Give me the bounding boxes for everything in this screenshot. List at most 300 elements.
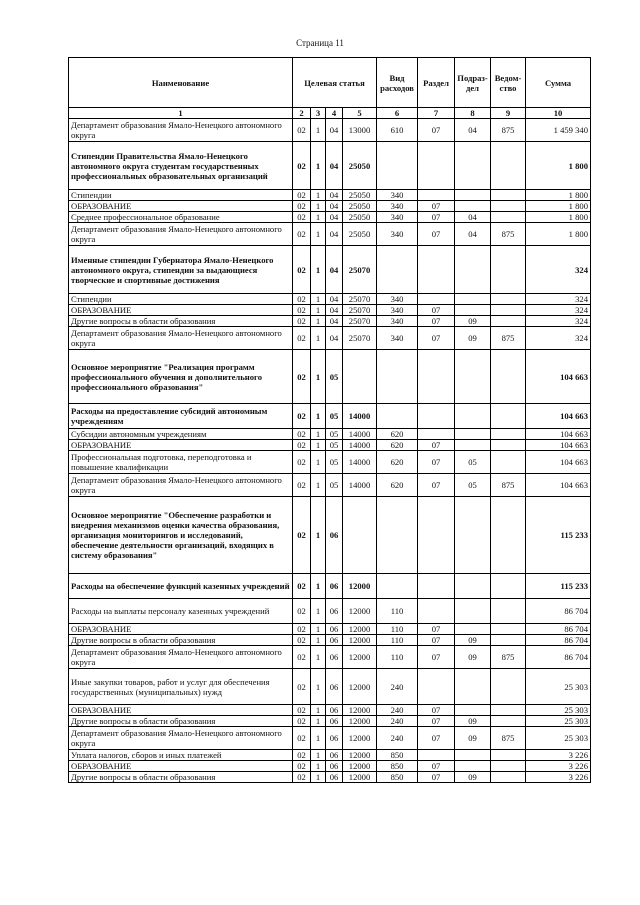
header-target: Целевая статья <box>293 58 377 108</box>
expense-type: 240 <box>377 716 418 727</box>
column-number: 2 <box>293 108 311 119</box>
table-row <box>69 646 591 669</box>
target-code-direction: 12000 <box>343 599 377 624</box>
section <box>418 599 455 624</box>
row-name: Среднее профессиональное образование <box>69 212 293 223</box>
subsection <box>455 761 491 772</box>
column-number: 4 <box>326 108 343 119</box>
section: 07 <box>418 316 455 327</box>
department-code <box>491 246 526 294</box>
target-code-activity: 06 <box>326 599 343 624</box>
amount: 104 663 <box>526 440 591 451</box>
target-code-program: 02 <box>293 350 311 404</box>
target-code-subprogram: 1 <box>311 404 326 429</box>
target-code-direction: 25070 <box>343 327 377 350</box>
row-name: Именные стипендии Губернатора Ямало-Ненецкого автономного округа, стипендии за выдающиеся творческие и спортивные достижения <box>69 246 293 294</box>
target-code-program: 02 <box>293 669 311 705</box>
department-code <box>491 635 526 646</box>
subsection <box>455 190 491 201</box>
row-name: Стипендии <box>69 190 293 201</box>
target-code-direction: 14000 <box>343 474 377 497</box>
target-code-subprogram: 1 <box>311 624 326 635</box>
target-code-direction: 25070 <box>343 305 377 316</box>
department-code: 875 <box>491 646 526 669</box>
target-code-program: 02 <box>293 404 311 429</box>
section <box>418 294 455 305</box>
subsection <box>455 624 491 635</box>
expense-type: 340 <box>377 294 418 305</box>
row-name: Стипендии <box>69 294 293 305</box>
table-row <box>69 142 591 190</box>
department-code: 875 <box>491 474 526 497</box>
expense-type: 340 <box>377 223 418 246</box>
subsection: 05 <box>455 474 491 497</box>
expense-type: 340 <box>377 212 418 223</box>
table-row <box>69 305 591 316</box>
subsection: 09 <box>455 727 491 750</box>
target-code-subprogram: 1 <box>311 190 326 201</box>
table-row <box>69 635 591 646</box>
department-code <box>491 190 526 201</box>
target-code-activity: 06 <box>326 705 343 716</box>
target-code-program: 02 <box>293 646 311 669</box>
target-code-activity: 04 <box>326 212 343 223</box>
target-code-activity: 04 <box>326 201 343 212</box>
target-code-activity: 05 <box>326 440 343 451</box>
section <box>418 404 455 429</box>
table-row <box>69 190 591 201</box>
row-name: Стипендии Правительства Ямало-Ненецкого автономного округа студентам государственных профессиональных образовательных организаций <box>69 142 293 190</box>
section <box>418 190 455 201</box>
table-row <box>69 327 591 350</box>
row-name: Другие вопросы в области образования <box>69 316 293 327</box>
department-code <box>491 294 526 305</box>
table-row <box>69 669 591 705</box>
subsection: 09 <box>455 316 491 327</box>
amount: 25 303 <box>526 716 591 727</box>
expense-type: 620 <box>377 429 418 440</box>
department-code <box>491 772 526 783</box>
amount: 1 800 <box>526 201 591 212</box>
section: 07 <box>418 772 455 783</box>
subsection <box>455 574 491 599</box>
target-code-program: 02 <box>293 497 311 574</box>
row-name: Основное мероприятие "Реализация программ профессионального обучения и дополнительного профессионального образования" <box>69 350 293 404</box>
department-code <box>491 305 526 316</box>
section: 07 <box>418 716 455 727</box>
amount: 104 663 <box>526 404 591 429</box>
department-code <box>491 429 526 440</box>
target-code-program: 02 <box>293 201 311 212</box>
target-code-activity: 04 <box>326 294 343 305</box>
target-code-activity: 04 <box>326 327 343 350</box>
target-code-program: 02 <box>293 327 311 350</box>
section: 07 <box>418 223 455 246</box>
target-code-program: 02 <box>293 624 311 635</box>
section <box>418 350 455 404</box>
expense-type: 110 <box>377 624 418 635</box>
header-razdel: Раздел <box>418 58 455 108</box>
header-podrazdel: Подраз-дел <box>455 58 491 108</box>
row-name: ОБРАЗОВАНИЕ <box>69 201 293 212</box>
table-row <box>69 223 591 246</box>
column-number: 5 <box>343 108 377 119</box>
subsection <box>455 404 491 429</box>
department-code <box>491 316 526 327</box>
expense-type: 110 <box>377 646 418 669</box>
department-code <box>491 599 526 624</box>
section: 07 <box>418 327 455 350</box>
expense-type: 850 <box>377 750 418 761</box>
table-row <box>69 624 591 635</box>
table-row <box>69 574 591 599</box>
department-code <box>491 761 526 772</box>
expense-type <box>377 404 418 429</box>
table-row <box>69 246 591 294</box>
target-code-direction: 12000 <box>343 772 377 783</box>
amount: 1 800 <box>526 190 591 201</box>
subsection <box>455 201 491 212</box>
subsection <box>455 294 491 305</box>
table-row <box>69 404 591 429</box>
expense-type <box>377 497 418 574</box>
target-code-direction: 25050 <box>343 223 377 246</box>
row-name: ОБРАЗОВАНИЕ <box>69 624 293 635</box>
amount: 86 704 <box>526 635 591 646</box>
target-code-program: 02 <box>293 190 311 201</box>
expense-type: 240 <box>377 669 418 705</box>
column-number: 9 <box>491 108 526 119</box>
subsection <box>455 497 491 574</box>
target-code-activity: 06 <box>326 574 343 599</box>
target-code-activity: 04 <box>326 190 343 201</box>
target-code-direction: 12000 <box>343 761 377 772</box>
table-row <box>69 451 591 474</box>
subsection: 04 <box>455 212 491 223</box>
target-code-subprogram: 1 <box>311 750 326 761</box>
target-code-program: 02 <box>293 761 311 772</box>
target-code-subprogram: 1 <box>311 599 326 624</box>
target-code-program: 02 <box>293 246 311 294</box>
target-code-program: 02 <box>293 635 311 646</box>
target-code-activity: 05 <box>326 474 343 497</box>
target-code-program: 02 <box>293 440 311 451</box>
column-number: 1 <box>69 108 293 119</box>
subsection: 09 <box>455 772 491 783</box>
table-row <box>69 440 591 451</box>
expense-type: 850 <box>377 761 418 772</box>
subsection: 09 <box>455 646 491 669</box>
amount: 3 226 <box>526 750 591 761</box>
section: 07 <box>418 705 455 716</box>
section: 07 <box>418 624 455 635</box>
expense-type: 110 <box>377 635 418 646</box>
target-code-direction: 12000 <box>343 646 377 669</box>
subsection: 09 <box>455 327 491 350</box>
subsection <box>455 142 491 190</box>
table-row <box>69 294 591 305</box>
row-name: Другие вопросы в области образования <box>69 716 293 727</box>
section: 07 <box>418 451 455 474</box>
target-code-activity: 04 <box>326 142 343 190</box>
target-code-subprogram: 1 <box>311 716 326 727</box>
department-code <box>491 716 526 727</box>
amount: 115 233 <box>526 497 591 574</box>
page-number: Страница 11 <box>296 38 344 48</box>
amount: 115 233 <box>526 574 591 599</box>
target-code-direction: 25050 <box>343 201 377 212</box>
target-code-subprogram: 1 <box>311 305 326 316</box>
subsection: 05 <box>455 451 491 474</box>
amount: 3 226 <box>526 761 591 772</box>
row-name: ОБРАЗОВАНИЕ <box>69 305 293 316</box>
target-code-subprogram: 1 <box>311 440 326 451</box>
table-row <box>69 350 591 404</box>
expense-type <box>377 246 418 294</box>
subsection <box>455 350 491 404</box>
target-code-activity: 04 <box>326 305 343 316</box>
table-row <box>69 705 591 716</box>
target-code-activity: 06 <box>326 772 343 783</box>
target-code-activity: 06 <box>326 716 343 727</box>
department-code: 875 <box>491 223 526 246</box>
subsection <box>455 705 491 716</box>
target-code-subprogram: 1 <box>311 294 326 305</box>
target-code-program: 02 <box>293 474 311 497</box>
row-name: Департамент образования Ямало-Ненецкого автономного округа <box>69 327 293 350</box>
row-name: ОБРАЗОВАНИЕ <box>69 440 293 451</box>
target-code-subprogram: 1 <box>311 350 326 404</box>
target-code-direction: 12000 <box>343 669 377 705</box>
header-name: Наименование <box>69 58 293 108</box>
target-code-direction: 25050 <box>343 142 377 190</box>
table-row <box>69 119 591 142</box>
table-row <box>69 201 591 212</box>
target-code-direction: 25050 <box>343 190 377 201</box>
target-code-activity: 04 <box>326 246 343 294</box>
subsection <box>455 599 491 624</box>
target-code-activity: 06 <box>326 761 343 772</box>
expense-type: 340 <box>377 327 418 350</box>
target-code-direction: 12000 <box>343 705 377 716</box>
row-name: Иные закупки товаров, работ и услуг для обеспечения государственных (муниципальных) нужд <box>69 669 293 705</box>
target-code-activity: 06 <box>326 624 343 635</box>
amount: 25 303 <box>526 705 591 716</box>
department-code: 875 <box>491 119 526 142</box>
section <box>418 497 455 574</box>
column-number: 3 <box>311 108 326 119</box>
target-code-direction: 12000 <box>343 624 377 635</box>
target-code-program: 02 <box>293 727 311 750</box>
row-name: Уплата налогов, сборов и иных платежей <box>69 750 293 761</box>
target-code-activity: 05 <box>326 429 343 440</box>
table-row <box>69 497 591 574</box>
department-code <box>491 624 526 635</box>
row-name: Расходы на выплаты персоналу казенных учреждений <box>69 599 293 624</box>
section <box>418 429 455 440</box>
amount: 86 704 <box>526 624 591 635</box>
row-name: Расходы на предоставление субсидий автономным учреждениям <box>69 404 293 429</box>
row-name: Департамент образования Ямало-Ненецкого автономного округа <box>69 646 293 669</box>
target-code-direction: 25070 <box>343 316 377 327</box>
target-code-activity: 06 <box>326 646 343 669</box>
subsection <box>455 429 491 440</box>
column-number: 6 <box>377 108 418 119</box>
target-code-subprogram: 1 <box>311 772 326 783</box>
target-code-program: 02 <box>293 212 311 223</box>
target-code-direction: 25050 <box>343 212 377 223</box>
table-row <box>69 474 591 497</box>
row-name: Департамент образования Ямало-Ненецкого автономного округа <box>69 119 293 142</box>
amount: 3 226 <box>526 772 591 783</box>
column-number: 7 <box>418 108 455 119</box>
expense-type: 110 <box>377 599 418 624</box>
header-row <box>69 58 591 108</box>
department-code <box>491 750 526 761</box>
amount: 104 663 <box>526 350 591 404</box>
target-code-direction: 12000 <box>343 635 377 646</box>
budget-table <box>68 57 591 783</box>
target-code-subprogram: 1 <box>311 669 326 705</box>
table-row <box>69 212 591 223</box>
header-summa: Сумма <box>526 58 591 108</box>
subsection: 09 <box>455 716 491 727</box>
target-code-direction: 12000 <box>343 716 377 727</box>
table-row <box>69 716 591 727</box>
row-name: Субсидии автономным учреждениям <box>69 429 293 440</box>
header-vid: Вид расходов <box>377 58 418 108</box>
target-code-activity: 06 <box>326 727 343 750</box>
section <box>418 574 455 599</box>
department-code <box>491 497 526 574</box>
target-code-program: 02 <box>293 429 311 440</box>
section <box>418 669 455 705</box>
department-code <box>491 440 526 451</box>
target-code-direction: 13000 <box>343 119 377 142</box>
table-row <box>69 599 591 624</box>
target-code-program: 02 <box>293 599 311 624</box>
department-code: 875 <box>491 327 526 350</box>
section <box>418 246 455 294</box>
target-code-subprogram: 1 <box>311 727 326 750</box>
expense-type: 240 <box>377 727 418 750</box>
target-code-program: 02 <box>293 119 311 142</box>
expense-type: 340 <box>377 201 418 212</box>
target-code-subprogram: 1 <box>311 327 326 350</box>
subsection <box>455 440 491 451</box>
section: 07 <box>418 727 455 750</box>
section: 07 <box>418 119 455 142</box>
target-code-activity: 05 <box>326 451 343 474</box>
target-code-subprogram: 1 <box>311 246 326 294</box>
target-code-direction: 14000 <box>343 429 377 440</box>
department-code <box>491 669 526 705</box>
amount: 324 <box>526 294 591 305</box>
target-code-subprogram: 1 <box>311 429 326 440</box>
target-code-program: 02 <box>293 223 311 246</box>
target-code-program: 02 <box>293 316 311 327</box>
target-code-subprogram: 1 <box>311 212 326 223</box>
table-row <box>69 772 591 783</box>
section <box>418 750 455 761</box>
subsection: 04 <box>455 223 491 246</box>
amount: 324 <box>526 316 591 327</box>
target-code-activity: 06 <box>326 750 343 761</box>
expense-type: 340 <box>377 190 418 201</box>
section: 07 <box>418 635 455 646</box>
subsection <box>455 750 491 761</box>
target-code-subprogram: 1 <box>311 635 326 646</box>
department-code <box>491 212 526 223</box>
amount: 1 800 <box>526 212 591 223</box>
target-code-subprogram: 1 <box>311 201 326 212</box>
section <box>418 142 455 190</box>
target-code-subprogram: 1 <box>311 223 326 246</box>
target-code-subprogram: 1 <box>311 574 326 599</box>
department-code <box>491 201 526 212</box>
target-code-program: 02 <box>293 305 311 316</box>
section: 07 <box>418 761 455 772</box>
target-code-activity: 04 <box>326 119 343 142</box>
target-code-subprogram: 1 <box>311 142 326 190</box>
department-code <box>491 142 526 190</box>
target-code-direction: 14000 <box>343 404 377 429</box>
target-code-activity: 06 <box>326 497 343 574</box>
target-code-activity: 04 <box>326 223 343 246</box>
subsection: 04 <box>455 119 491 142</box>
row-name: ОБРАЗОВАНИЕ <box>69 705 293 716</box>
section: 07 <box>418 305 455 316</box>
table-row <box>69 750 591 761</box>
target-code-program: 02 <box>293 294 311 305</box>
target-code-direction <box>343 497 377 574</box>
row-name: Департамент образования Ямало-Ненецкого автономного округа <box>69 223 293 246</box>
department-code <box>491 350 526 404</box>
target-code-subprogram: 1 <box>311 119 326 142</box>
expense-type: 620 <box>377 474 418 497</box>
expense-type: 340 <box>377 316 418 327</box>
department-code <box>491 574 526 599</box>
table-row <box>69 727 591 750</box>
section: 07 <box>418 201 455 212</box>
target-code-subprogram: 1 <box>311 761 326 772</box>
section: 07 <box>418 646 455 669</box>
target-code-program: 02 <box>293 716 311 727</box>
expense-type: 620 <box>377 451 418 474</box>
row-name: Департамент образования Ямало-Ненецкого автономного округа <box>69 474 293 497</box>
expense-type: 850 <box>377 772 418 783</box>
target-code-program: 02 <box>293 772 311 783</box>
target-code-activity: 06 <box>326 635 343 646</box>
header-vedomstvo: Ведом-ство <box>491 58 526 108</box>
table-row <box>69 761 591 772</box>
row-name: Профессиональная подготовка, переподготовка и повышение квалификации <box>69 451 293 474</box>
amount: 1 459 340 <box>526 119 591 142</box>
department-code: 875 <box>491 727 526 750</box>
expense-type: 240 <box>377 705 418 716</box>
target-code-direction: 12000 <box>343 574 377 599</box>
column-number: 10 <box>526 108 591 119</box>
target-code-program: 02 <box>293 705 311 716</box>
row-name: Основное мероприятие "Обеспечение разработки и внедрения механизмов оценки качества образования, организация мониторингов и исследований, обеспечение деятельности организаций, входящих в систему образования" <box>69 497 293 574</box>
expense-type <box>377 574 418 599</box>
subsection <box>455 246 491 294</box>
row-name: Другие вопросы в области образования <box>69 635 293 646</box>
target-code-activity: 05 <box>326 350 343 404</box>
amount: 324 <box>526 305 591 316</box>
expense-type: 340 <box>377 305 418 316</box>
target-code-program: 02 <box>293 142 311 190</box>
